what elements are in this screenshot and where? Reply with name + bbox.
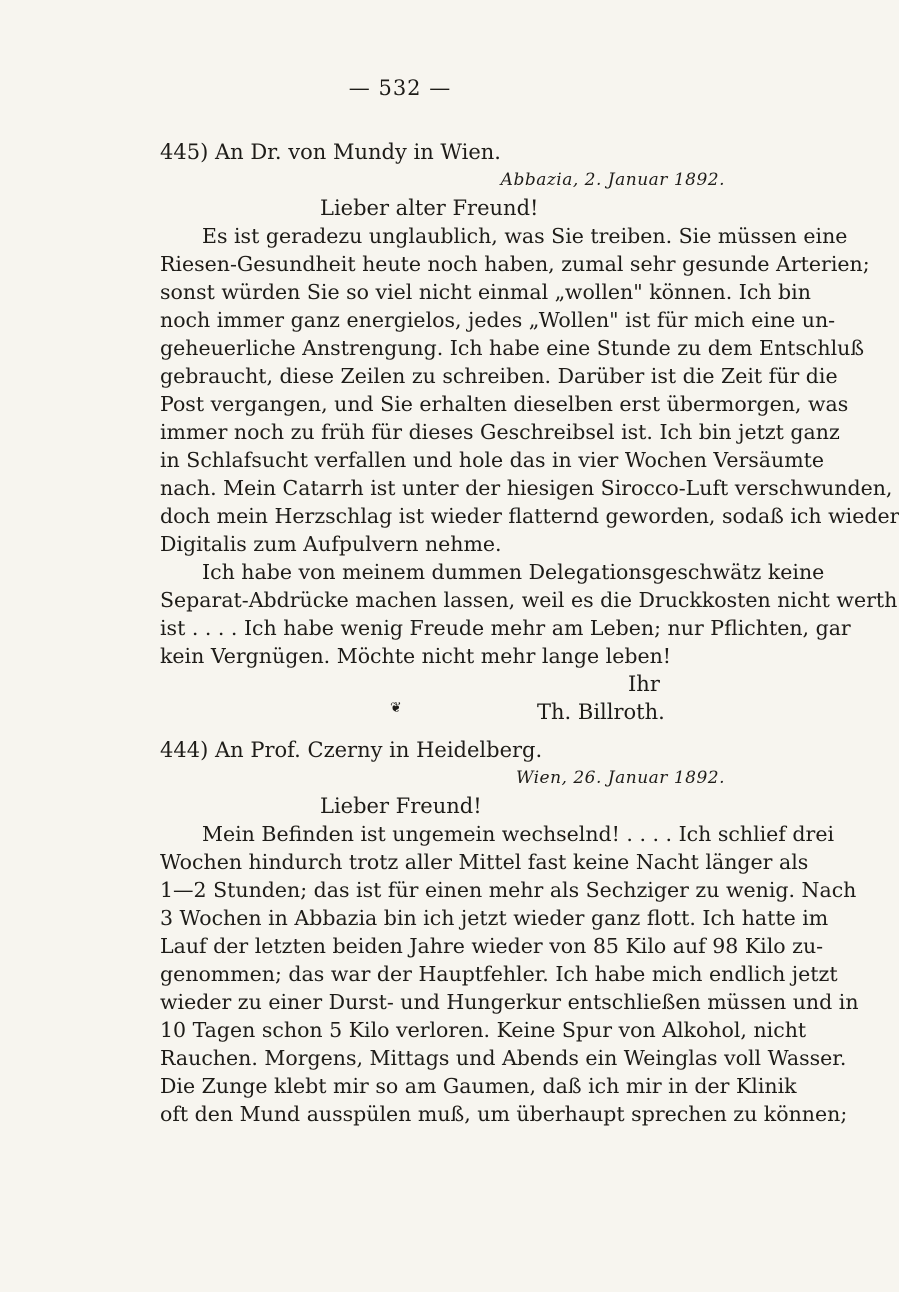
letter-line: noch immer ganz energielos, jedes „Wollen" ist für mich eine un- <box>160 308 836 332</box>
letter-line: Post vergangen, und Sie erhalten dieselben erst übermorgen, was <box>160 392 849 416</box>
printer-mark-icon: ❦ <box>390 700 402 716</box>
letter-line: kein Vergnügen. Möchte nicht mehr lange leben! <box>160 644 672 668</box>
letter-line: Rauchen. Morgens, Mittags und Abends ein Weinglas voll Wasser. <box>160 1046 847 1070</box>
letter-line: Die Zunge klebt mir so am Gaumen, daß ich mir in der Klinik <box>160 1074 797 1098</box>
letter-line: nach. Mein Catarrh ist unter der hiesigen Sirocco-Luft verschwunden, <box>160 476 893 500</box>
letter-line: doch mein Herzschlag ist wieder flatternd geworden, sodaß ich wieder <box>160 504 899 528</box>
letter-line: Es ist geradezu unglaublich, was Sie treiben. Sie müssen eine <box>202 224 848 248</box>
letter-line: Riesen-Gesundheit heute noch haben, zumal sehr gesunde Arterien; <box>160 252 870 276</box>
letter-line: Separat-Abdrücke machen lassen, weil es die Druckkosten nicht werth <box>160 588 898 612</box>
letter-444 <box>160 736 859 1128</box>
letter-line: sonst würden Sie so viel nicht einmal „wollen" können. Ich bin <box>160 280 811 304</box>
letter-salutation: Lieber alter Freund! <box>320 196 539 220</box>
letter-line: 1—2 Stunden; das ist für einen mehr als Sechziger zu wenig. Nach <box>160 878 857 902</box>
letter-salutation: Lieber Freund! <box>320 794 482 818</box>
letter-signature: Th. Billroth. <box>537 700 665 724</box>
letter-line: oft den Mund ausspülen muß, um überhaupt sprechen zu können; <box>160 1102 848 1126</box>
letter-line: Ich habe von meinem dummen Delegationsgeschwätz keine <box>202 560 825 584</box>
letter-heading: 445) An Dr. von Mundy in Wien. <box>160 140 501 164</box>
letter-place-date: Wien, 26. Januar 1892. <box>515 768 725 788</box>
letter-line: ist . . . . Ich habe wenig Freude mehr am Leben; nur Pflichten, gar <box>160 616 851 640</box>
letter-line: Wochen hindurch trotz aller Mittel fast keine Nacht länger als <box>160 850 809 874</box>
letter-line: immer noch zu früh für dieses Geschreibsel ist. Ich bin jetzt ganz <box>160 420 840 444</box>
letter-closing: Ihr <box>628 672 660 696</box>
letter-line: in Schlafsucht verfallen und hole das in vier Wochen Versäumte <box>160 448 825 472</box>
letter-line: Digitalis zum Aufpulvern nehme. <box>160 532 502 556</box>
letter-place-date: Abbazia, 2. Januar 1892. <box>500 170 725 190</box>
letter-445 <box>160 138 899 726</box>
letter-line: 10 Tagen schon 5 Kilo verloren. Keine Spur von Alkohol, nicht <box>160 1018 807 1042</box>
letter-line: wieder zu einer Durst- und Hungerkur entschließen müssen und in <box>160 990 859 1014</box>
letter-heading: 444) An Prof. Czerny in Heidelberg. <box>160 738 543 762</box>
letter-line: gebraucht, diese Zeilen zu schreiben. Darüber ist die Zeit für die <box>160 364 838 388</box>
letter-line: genommen; das war der Hauptfehler. Ich habe mich endlich jetzt <box>160 962 838 986</box>
letter-line: geheuerliche Anstrengung. Ich habe eine Stunde zu dem Entschluß <box>160 336 865 360</box>
page-number: — 532 — <box>348 76 452 100</box>
letter-line: 3 Wochen in Abbazia bin ich jetzt wieder ganz flott. Ich hatte im <box>160 906 829 930</box>
letter-line: Mein Befinden ist ungemein wechselnd! . . . . Ich schlief drei <box>202 822 835 846</box>
letter-line: Lauf der letzten beiden Jahre wieder von 85 Kilo auf 98 Kilo zu- <box>160 934 824 958</box>
